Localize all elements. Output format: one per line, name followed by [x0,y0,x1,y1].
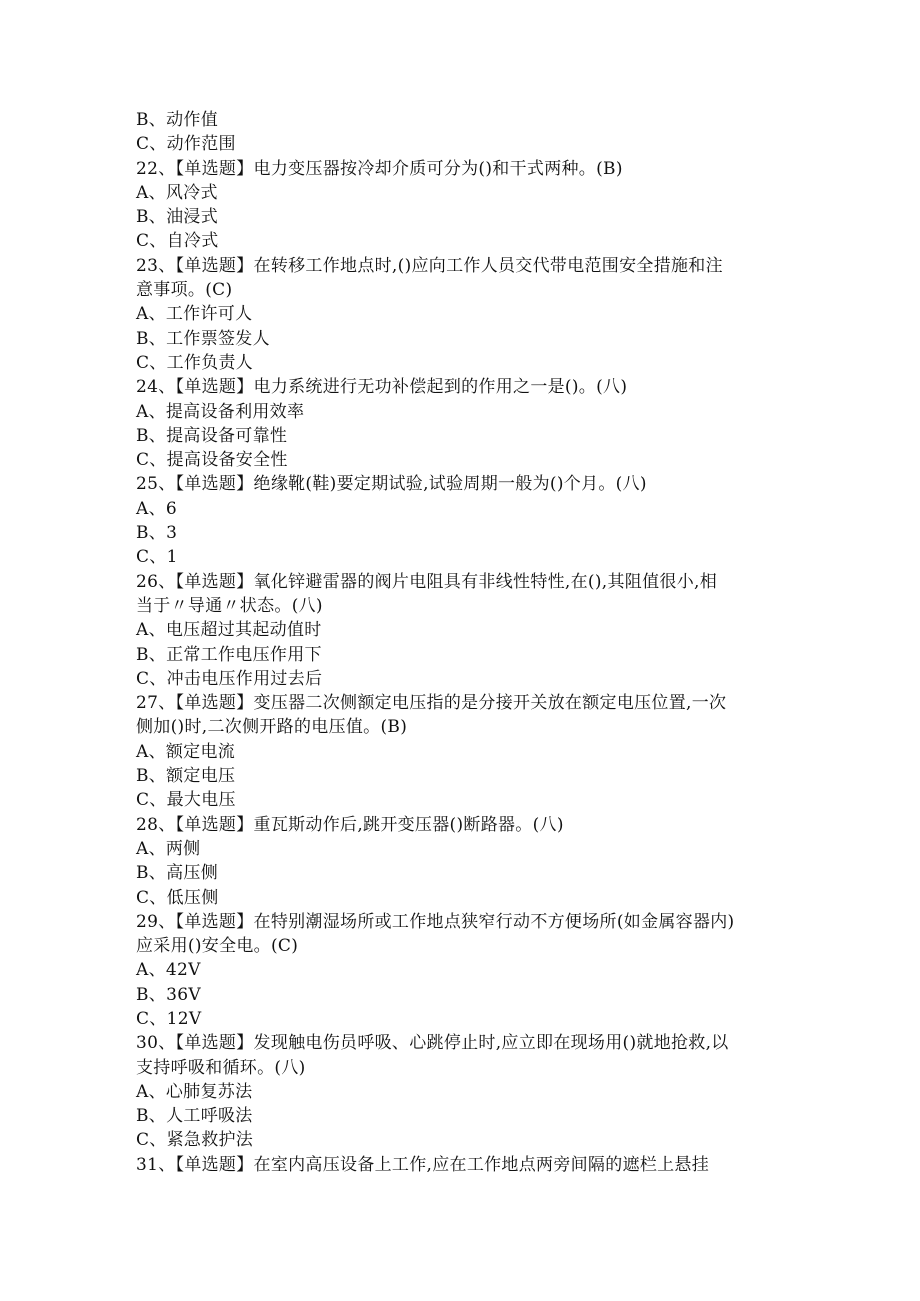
text-line: B、高压侧 [136,863,218,884]
text-line: A、电压超过其起动值时 [136,620,322,641]
text-line: 应采用()安全电。(C) [136,936,299,957]
text-line: A、风冷式 [136,182,218,203]
text-line: A、额定电流 [136,741,236,762]
text-line: 22、【单选题】电力变压器按冷却介质可分为()和干式两种。(B) [136,158,623,179]
text-line: 26、【单选题】氧化锌避雷器的阀片电阻具有非线性特性,在(),其阻值很小,相 [136,571,718,592]
text-line: A、6 [136,498,177,519]
text-line: B、人工呼吸法 [136,1106,253,1127]
text-line: A、心肺复苏法 [136,1081,253,1102]
text-line: B、动作值 [136,110,218,130]
text-line: C、1 [136,547,178,568]
text-line: B、3 [136,523,178,544]
text-line: A、提高设备利用效率 [136,401,305,422]
text-line: C、自冷式 [136,231,219,252]
text-line: 意事项。(C) [136,280,233,301]
text-line: C、低压侧 [136,887,219,908]
text-line: B、工作票签发人 [136,328,270,349]
text-line: 23、【单选题】在转移工作地点时,()应向工作人员交代带电范围安全措施和注 [136,255,723,276]
text-line: B、提高设备可靠性 [136,425,288,446]
text-line: A、工作许可人 [136,304,253,325]
text-line: C、工作负责人 [136,352,254,373]
text-line: B、36V [136,984,201,1005]
text-line: C、紧急救护法 [136,1130,254,1151]
exam-question-document [136,108,796,1177]
text-line: C、提高设备安全性 [136,450,288,471]
text-line: B、额定电压 [136,766,236,787]
text-line: 29、【单选题】在特别潮湿场所或工作地点狭窄行动不方便场所(如金属容器内) [136,911,735,932]
text-line: C、动作范围 [136,134,236,155]
text-line: 27、【单选题】变压器二次侧额定电压指的是分接开关放在额定电压位置,一次 [136,693,727,714]
text-line: A、42V [136,960,201,981]
text-line: 31、【单选题】在室内高压设备上工作,应在工作地点两旁间隔的遮栏上悬挂 [136,1154,710,1175]
text-line: A、两侧 [136,838,201,859]
text-line: 28、【单选题】重瓦斯动作后,跳开变压器()断路器。(八) [136,814,564,835]
text-line: C、最大电压 [136,790,236,811]
text-line: 侧加()时,二次侧开路的电压值。(B) [136,717,408,738]
text-line: B、油浸式 [136,207,218,228]
text-line: 30、【单选题】发现触电伤员呼吸、心跳停止时,应立即在现场用()就地抢救,以 [136,1033,729,1054]
text-line: 支持呼吸和循环。(八) [136,1057,306,1078]
text-line: 25、【单选题】绝缘靴(鞋)要定期试验,试验周期一般为()个月。(八) [136,474,647,495]
text-line: 当于〃导通〃状态。(八) [136,595,323,616]
text-line: B、正常工作电压作用下 [136,644,322,665]
text-line: C、12V [136,1008,202,1029]
text-line: 24、【单选题】电力系统进行无功补偿起到的作用之一是()。(八) [136,377,628,398]
text-line: C、冲击电压作用过去后 [136,668,323,689]
